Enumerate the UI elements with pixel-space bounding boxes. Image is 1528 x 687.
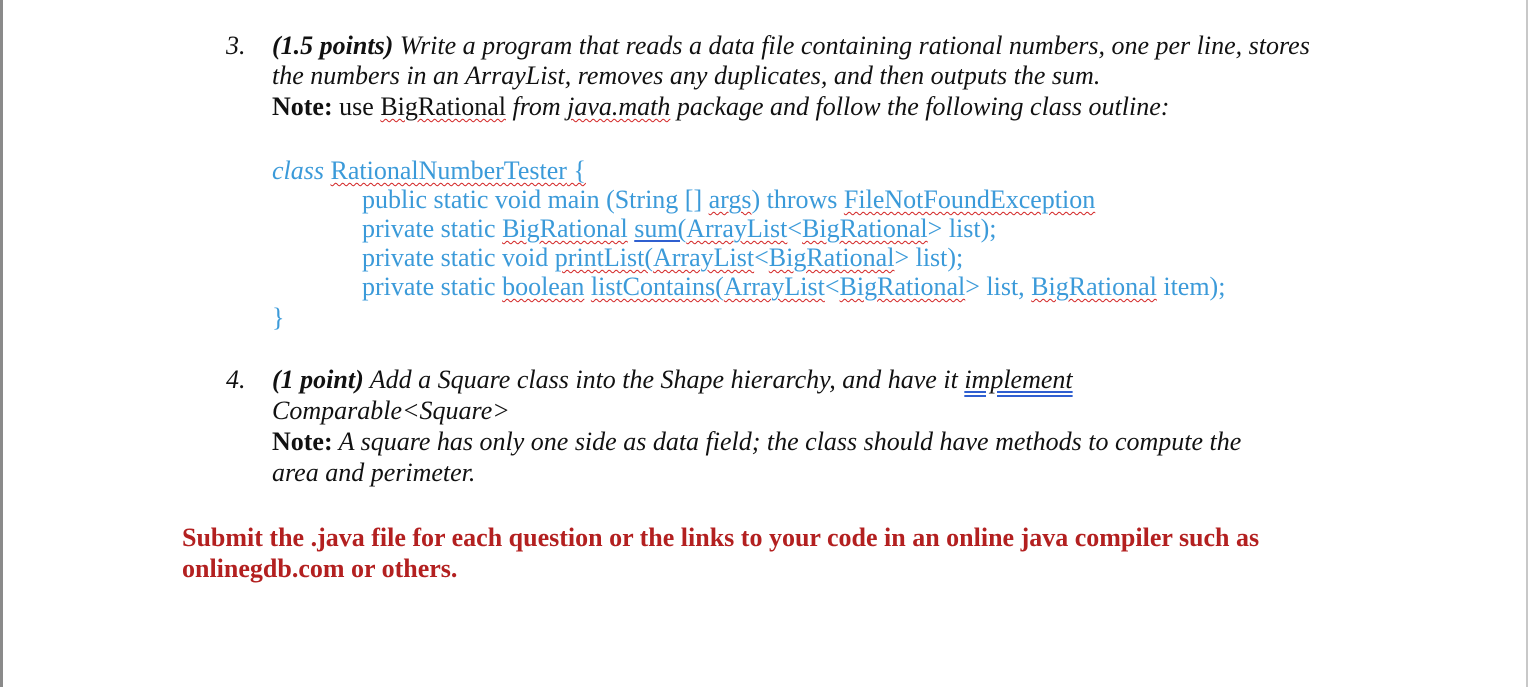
code-sum-type: BigRational [502,214,628,243]
code-contains-rest: item); [1156,272,1226,301]
code-sum-prefix: private static [362,214,503,243]
question-3-points: (1.5 points) [272,31,394,60]
question-4-points: (1 point) [272,365,364,394]
code-sum-lt: < [787,214,802,243]
question-4-note-label: Note: [272,427,333,456]
code-listcontains-method [362,272,1225,301]
code-contains-prefix: private static [362,272,503,301]
question-3-note [272,91,1169,122]
code-main-args: args [708,185,752,214]
code-sum-arraylist: ArrayList [686,214,788,243]
question-3-note-from: from [505,92,568,121]
code-class-name: RationalNumberTester [330,156,567,185]
question-3-note-label: Note: [272,92,333,121]
question-3-number: 3. [226,31,246,60]
question-4-line-2: Comparable<Square> [272,396,510,425]
question-4-number: 4. [226,365,246,394]
question-3-note-use: use [332,92,381,121]
code-print-prefix: private static void [362,243,555,272]
code-print-lt: < [754,243,769,272]
submit-instructions-line-1: Submit the .java file for each question or the links to your code in an online java compiler such as [182,523,1260,552]
question-3-java-math: java.math [567,92,671,121]
question-3-bigrational: BigRational [380,92,506,121]
question-4-implement: implement [964,365,1073,394]
code-print-rest: > list); [894,243,964,272]
code-sum-generic: BigRational [802,214,928,243]
code-sum-rest: > list); [927,214,997,243]
code-printlist-method [362,243,963,272]
code-print-arraylist: ArrayList [653,243,755,272]
code-contains-name: listContains( [590,272,724,301]
code-main-exception: FileNotFoundException [843,185,1096,214]
code-contains-item-type: BigRational [1031,272,1157,301]
code-print-name: printList( [554,243,653,272]
question-3-note-rest: package and follow the following class outline: [670,92,1170,121]
code-print-generic: BigRational [768,243,895,272]
code-main-method [362,185,1095,214]
question-3-line-1 [272,30,1310,61]
code-class-keyword: class [272,156,324,185]
question-3-text-1: Write a program that reads a data file containing rational numbers, one per line, stores [393,31,1310,60]
code-contains-mid: > list, [965,272,1032,301]
question-4-line-4: area and perimeter. [272,458,476,487]
question-3-line-2: the numbers in an ArrayList, removes any duplicates, and then outputs the sum. [272,61,1101,90]
question-4-text-1: Add a Square class into the Shape hierarchy, and have it [363,365,965,394]
submit-instructions-line-2: onlinegdb.com or others. [182,554,458,583]
code-contains-arraylist: ArrayList [723,272,825,301]
question-4-line-1 [272,364,1073,395]
code-sum-method [362,214,997,243]
code-main-throws: ) throws [751,185,844,214]
code-class-declaration [272,156,586,185]
code-contains-generic: BigRational [839,272,966,301]
code-open-brace: { [566,156,586,185]
code-close-brace: } [272,303,285,332]
code-contains-lt: < [824,272,840,301]
question-4-note [272,426,1241,457]
question-4-note-text: A square has only one side as data field; the class should have methods to compute the [332,427,1242,456]
code-sum-name: sum( [634,214,687,243]
left-page-border [0,0,3,687]
code-main-prefix: public static void main (String [] [362,185,709,214]
code-contains-boolean: boolean [502,272,585,301]
